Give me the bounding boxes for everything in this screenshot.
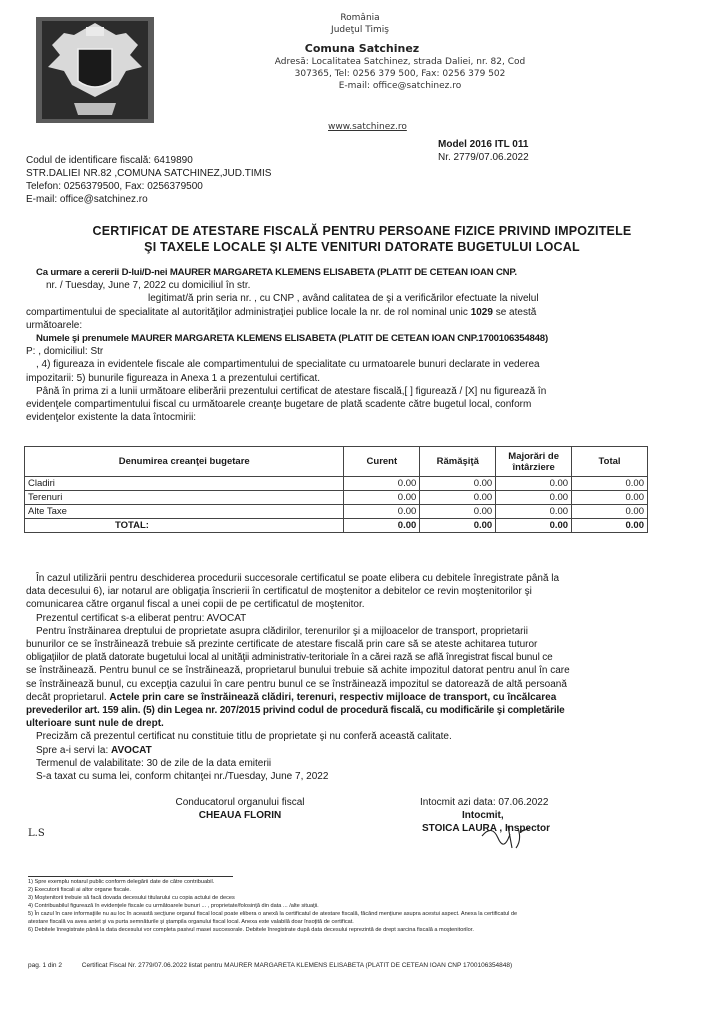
rol-number: 1029 bbox=[470, 306, 493, 318]
model-label: Model 2016 ITL 011 bbox=[438, 139, 529, 150]
column-header: Total bbox=[572, 447, 648, 477]
purpose-line bbox=[26, 744, 698, 757]
table-row bbox=[25, 491, 648, 505]
cell-value: 0.00 bbox=[344, 505, 420, 519]
handwritten-signature bbox=[478, 818, 534, 857]
role-text: compartimentului de specialitate al autorităţilor administraţiei publice locale la nr. de rol nominal unic bbox=[26, 306, 468, 318]
taxpayer-name-line: Numele şi prenumele MAURER MARGARETA KLEMENS ELISABETA (PLATIT DE CETEAN IOAN CNP.1700106354848) bbox=[36, 333, 548, 345]
fee-line: S-a taxat cu suma lei, conform chitanţei nr./Tuesday, June 7, 2022 bbox=[36, 771, 329, 783]
cell-value: 0.00 bbox=[572, 491, 648, 505]
legal-warning: Actele prin care se înstrăinează clădiri, terenuri, respectiv mijloace de transport, cu încălcarea bbox=[109, 691, 557, 703]
fiscal-code: Codul de identificare fiscală: 6419890 bbox=[26, 155, 193, 166]
column-header: Curent bbox=[344, 447, 420, 477]
cell-value: 0.00 bbox=[344, 491, 420, 505]
issuer-phone: Telefon: 0256379500, Fax: 0256379500 bbox=[26, 181, 203, 192]
validity-line: Termenul de valabilitate: 30 de zile de la data emiterii bbox=[36, 757, 272, 769]
cell-value: 0.00 bbox=[496, 505, 572, 519]
cell-value: 0.00 bbox=[420, 491, 496, 505]
taxpayer-domicile-line: P: , domiciliul: Str bbox=[26, 346, 104, 358]
cell-value: 0.00 bbox=[420, 505, 496, 519]
issued-for-line: Prezentul certificat s-a eliberat pentru: AVOCAT bbox=[36, 612, 247, 624]
transfer-line-5: se înstrăinează bunul, cu excepţia cazului în care pentru bunul ce se înstrăinează impozitul se datorează de altă persoană bbox=[26, 678, 567, 690]
transfer-line-1: Pentru înstrăinarea dreptului de proprietate asupra clădirilor, terenurilor şi a mijloacelor de transport, proprietarii bbox=[36, 625, 528, 637]
footnote-separator bbox=[28, 876, 233, 877]
debts-table bbox=[24, 446, 648, 533]
transfer-line-6 bbox=[26, 691, 698, 704]
fiscal-head-title: Conducatorul organului fiscal bbox=[175, 797, 305, 808]
following-label: următoarele: bbox=[26, 319, 83, 331]
succession-line-2: data decesului 6), iar notarul are obligaţia înscrierii în certificatul de moştenitor a debitelor ce revin moştenitorilor şi bbox=[26, 586, 532, 598]
footnote: 2) Executorii fiscali ai altor organe fiscale. bbox=[28, 887, 131, 893]
issuer-email: E-mail: office@satchinez.ro bbox=[26, 194, 148, 205]
column-header: Denumirea creanţei bugetare bbox=[25, 447, 344, 477]
purpose-value: AVOCAT bbox=[111, 744, 152, 756]
total-value: 0.00 bbox=[572, 519, 648, 533]
request-line: Ca urmare a cererii D-lui/D-nei MAURER MARGARETA KLEMENS ELISABETA (PLATIT DE CETEAN IOAN CNP. bbox=[36, 267, 517, 278]
table-row bbox=[25, 477, 648, 491]
certificate-title-line-1: CERTIFICAT DE ATESTARE FISCALĂ PENTRU PERSOANE FIZICE PRIVIND IMPOZITELE bbox=[92, 224, 632, 238]
seal-label: L.S bbox=[28, 828, 45, 839]
cell-value: 0.00 bbox=[420, 477, 496, 491]
row-label: Terenuri bbox=[25, 491, 344, 505]
footnote: 1) Spre exemplu notarul public conform delegării date de către contribuabil. bbox=[28, 879, 215, 885]
table-row bbox=[25, 505, 648, 519]
debts-line-3: evidenţelor existente la data întocmirii: bbox=[26, 412, 197, 424]
cell-value: 0.00 bbox=[496, 491, 572, 505]
address-line-2: 307365, Tel: 0256 379 500, Fax: 0256 379 502 bbox=[294, 69, 506, 79]
debts-line-2: evidenţele compartimentului fiscal cu următoarele creanţe bugetare de plată scadente către bugetul local, conform bbox=[26, 399, 532, 411]
country-name: România bbox=[340, 13, 380, 23]
succession-line-3: comunicarea către organul fiscal a unei copii de pe certificatul de moştenitor. bbox=[26, 599, 365, 611]
prepared-label: Intocmit, bbox=[462, 810, 504, 821]
inspector-name: STOICA LAURA , Inspector bbox=[422, 823, 550, 834]
total-label: TOTAL: bbox=[25, 519, 344, 533]
table-total-row bbox=[25, 519, 648, 533]
transfer-line-4: se înstrăinează. Pentru bunul ce se înstrăinează, proprietarul bunului trebuie să achite impozitul datorat pentru anul în care bbox=[26, 665, 570, 677]
header-email: E-mail: office@satchinez.ro bbox=[338, 81, 462, 91]
annex-line: impozitarii: 5) bunurile figureaza in Anexa 1 a prezentului certificat. bbox=[26, 372, 321, 384]
footnote: 3) Moştenitorii trebuie să facă dovada decesului titularului cu copia actului de deces bbox=[28, 895, 235, 901]
page-number: pag. 1 din 2 bbox=[28, 962, 62, 969]
succession-line-1: În cazul utilizării pentru deschiderea procedurii succesorale certificatul se poate elibera cu debitele înregistrate până la bbox=[36, 573, 560, 584]
column-header: Majorări de întârziere bbox=[496, 447, 572, 477]
document-number: Nr. 2779/07.06.2022 bbox=[438, 152, 529, 163]
commune-name: Comuna Satchinez bbox=[304, 42, 420, 55]
role-line bbox=[26, 306, 698, 319]
assets-line: , 4) figureaza in evidentele fiscale ale compartimentului de specialitate cu urmatoarele bunuri declarate in vederea bbox=[36, 359, 540, 371]
total-value: 0.00 bbox=[344, 519, 420, 533]
address-line-1: Adresă: Localitatea Satchinez, strada Daliei, nr. 82, Cod bbox=[274, 57, 526, 67]
website-link[interactable]: www.satchinez.ro bbox=[328, 122, 407, 132]
coat-of-arms-logo bbox=[34, 15, 156, 125]
table-header-row bbox=[25, 447, 648, 477]
role-text-end: se atestă bbox=[495, 306, 537, 318]
cell-value: 0.00 bbox=[572, 477, 648, 491]
transfer-line-3: obligaţiilor de plată datorate bugetului local al unităţii administrativ-teritoriale în a cărei rază se află înregistrat fiscal bunul ce bbox=[26, 652, 553, 664]
cell-value: 0.00 bbox=[344, 477, 420, 491]
total-value: 0.00 bbox=[420, 519, 496, 533]
total-value: 0.00 bbox=[496, 519, 572, 533]
transfer-text: decât proprietarul. bbox=[26, 691, 110, 703]
footnote: 6) Debitele înregistrate până la data decesului vor completa pasivul masei succesorale. Debitele înregistrate după data decesului reprezintă de drept sarcina fiscală a moştenitorilor. bbox=[28, 927, 474, 933]
county-name: Judeţul Timiş bbox=[331, 25, 389, 35]
footnote: atestare fiscală va avea antet şi va purta semnăturile şi ştampila organului fiscal local. Anexa este valabilă doar însoţită de certificat. bbox=[28, 919, 354, 925]
row-label: Alte Taxe bbox=[25, 505, 344, 519]
prepared-date: Intocmit azi data: 07.06.2022 bbox=[420, 797, 549, 808]
legal-warning-line-3: ulterioare sunt nule de drept. bbox=[26, 718, 164, 730]
no-title-line: Precizăm că prezentul certificat nu constituie titlu de proprietate şi nu conferă această calitate. bbox=[36, 731, 452, 743]
debts-line-1: Până în prima zi a lunii următoare eliberării prezentului certificat de atestare fiscală,[ ] figurează / [X] nu figurează în bbox=[36, 385, 547, 397]
footnote: 4) Contribuabilul figurează în evidenţele fiscale cu următoarele bunuri ... , proprietate/folosinţă din data ... /alte situaţii. bbox=[28, 903, 319, 909]
certificate-title-line-2: ŞI TAXELE LOCALE ŞI ALTE VENITURI DATORATE BUGETULUI LOCAL bbox=[144, 240, 580, 254]
cell-value: 0.00 bbox=[496, 477, 572, 491]
identity-line: legitimat/ă prin seria nr. , cu CNP , având calitatea de şi a verificărilor efectuate la nivelul bbox=[148, 293, 539, 305]
legal-warning-line-2: prevederilor art. 159 alin. (5) din Legea nr. 207/2015 privind codul de procedură fiscală, cu modificările şi completările bbox=[26, 705, 565, 717]
footer-text: Certificat Fiscal Nr. 2779/07.06.2022 listat pentru MAURER MARGARETA KLEMENS ELISABETA (PLATIT DE CETEAN IOAN CNP 1700106354848) bbox=[81, 962, 513, 969]
purpose-label: Spre a-i servi la: bbox=[36, 744, 112, 756]
fiscal-head-name: CHEAUA FLORIN bbox=[198, 810, 282, 821]
issuer-street: STR.DALIEI NR.82 ,COMUNA SATCHINEZ,JUD.TIMIS bbox=[26, 168, 272, 179]
footnote: 5) În cazul în care informaţiile nu au loc în această secţiune organul fiscal local poate elibera o anexă la certificatul de atestare fiscală, făcând mențiune asupra acestui aspect. Anexa la certificatul de bbox=[28, 911, 518, 917]
row-label: Cladiri bbox=[25, 477, 344, 491]
request-number-line: nr. / Tuesday, June 7, 2022 cu domiciliul în str. bbox=[46, 280, 251, 292]
transfer-line-2: bunurilor ce se înstrăinează trebuie să prezinte certificate de atestare fiscală prin care să se ateste achitarea tuturor bbox=[26, 639, 538, 651]
cell-value: 0.00 bbox=[572, 505, 648, 519]
column-header: Rămăşiţă bbox=[420, 447, 496, 477]
